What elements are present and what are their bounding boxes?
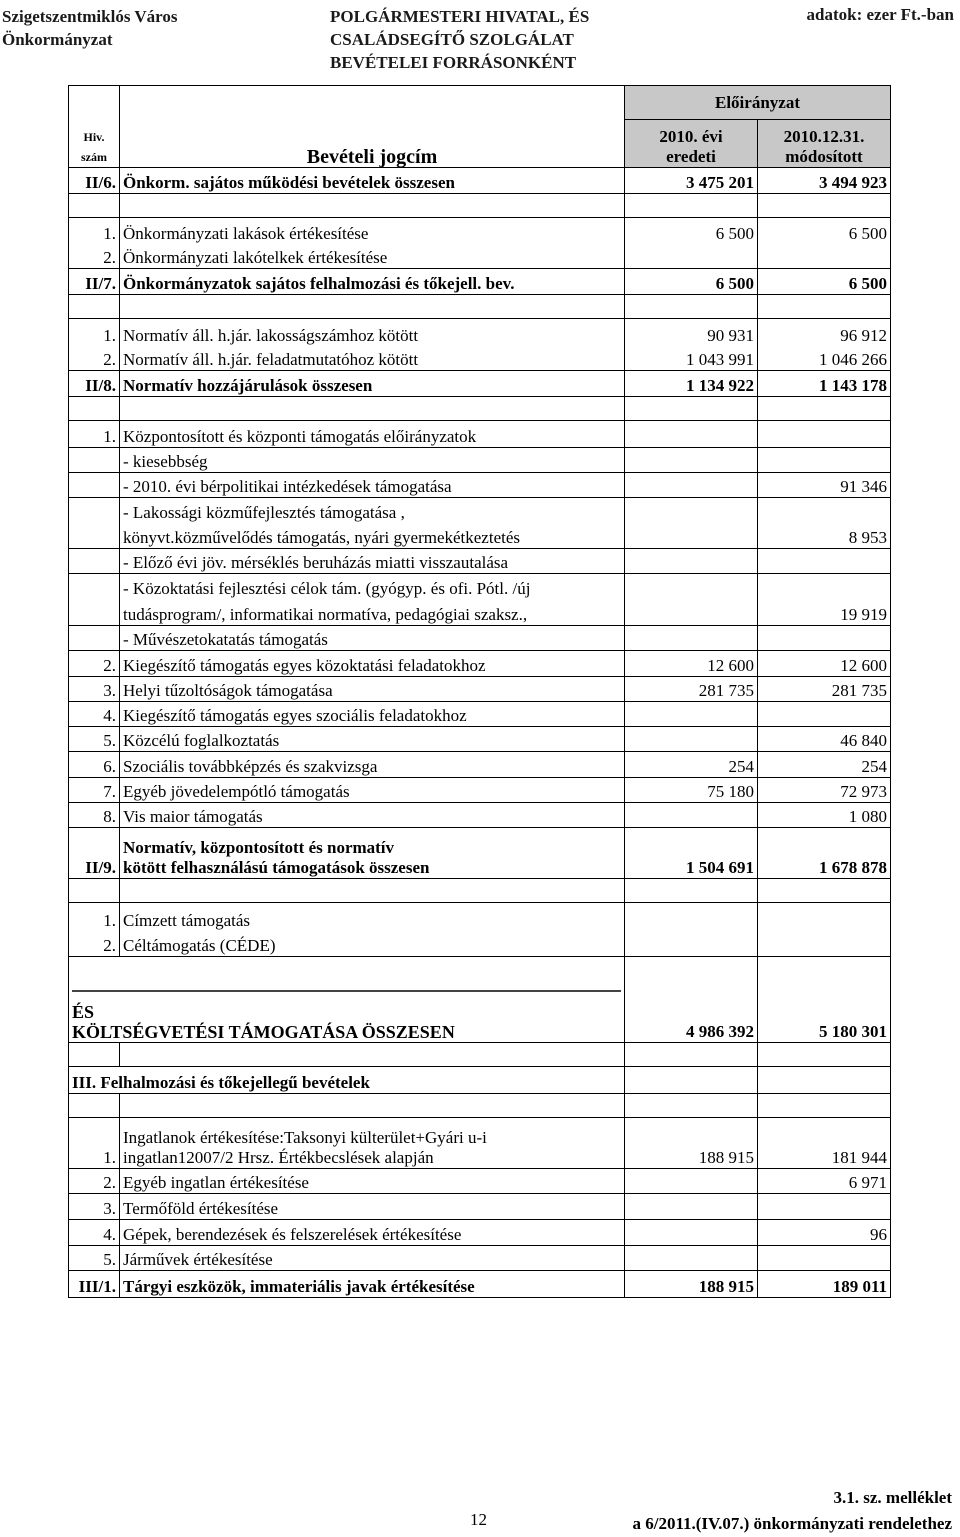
row-text-line1: Normatív, központosított és normatív [123,838,395,857]
row-value-modified: 1 046 266 [758,346,891,371]
row-text: Gépek, berendezések és felszerelések értékesítése [120,1220,625,1246]
header-title: Bevételi jogcím [120,147,625,168]
row-value-modified: 281 735 [758,677,891,702]
row-text: Helyi tűzoltóságok támogatása [120,677,625,702]
row-value-original: 281 735 [625,677,758,702]
table-row [69,1169,891,1194]
header-unit: adatok: ezer Ft.-ban [806,5,954,24]
row-number: 3. [69,677,120,702]
table-header-row [69,86,891,120]
row-text-line2: KÖLTSÉGVETÉSI TÁMOGATÁSA ÖSSZESEN [72,1022,455,1042]
table-row [69,371,891,397]
row-value-modified: 12 600 [758,651,891,677]
row-text: Kiegészítő támogatás egyes közoktatási feladatokhoz [120,651,625,677]
row-text: - 2010. évi bérpolitikai intézkedések támogatása [120,473,625,498]
row-number: 4. [69,702,120,727]
row-number: 2. [69,244,120,269]
row-text-line2: kötött felhasználású támogatások összesen [123,858,430,877]
row-text-line2: ingatlan12007/2 Hrsz. Értékbecslések alapján [123,1148,434,1167]
row-value-original: 1 134 922 [625,371,758,397]
table-row [69,421,891,448]
row-value-modified: 1 143 178 [758,371,891,397]
row-number: 2. [69,1169,120,1194]
row-number: 2. [69,931,120,957]
header-center-line3: BEVÉTELEI FORRÁSONKÉNT [330,53,577,72]
row-value-original: 3 475 201 [625,168,758,194]
row-text: Kiegészítő támogatás egyes szociális feladatokhoz [120,702,625,727]
table-row [69,1067,891,1094]
header-szam: szám [69,147,120,168]
row-text-line1: Ingatlanok értékesítése:Taksonyi külterület+Gyári u-i [123,1128,487,1147]
row-text-line1: ÉS [72,1002,95,1022]
table-row [69,574,891,599]
row-value-modified: 3 494 923 [758,168,891,194]
header-center [330,5,589,74]
table-row [69,931,891,957]
truncated-text-line [72,990,621,992]
row-number: 4. [69,1220,120,1246]
header-col1-line1: 2010. évi [625,120,758,147]
table-row [69,599,891,626]
table-row [69,244,891,269]
row-number: 5. [69,727,120,752]
row-value-original [625,244,758,269]
row-value-original: 188 915 [625,1271,758,1298]
table-row [69,1220,891,1246]
row-number: 5. [69,1246,120,1271]
row-text: Önkormányzati lakótelkek értékesítése [120,244,625,269]
row-value-modified: 46 840 [758,727,891,752]
row-text: Járművek értékesítése [120,1246,625,1271]
row-value-modified: 96 [758,1220,891,1246]
annex-reference [632,1485,952,1537]
row-text: könyvt.közművelődés támogatás, nyári gyermekétkeztetés [120,523,625,549]
row-value-modified: 1 080 [758,803,891,828]
header-group-label: Előirányzat [625,86,891,120]
spacer-row [69,1094,891,1118]
row-text: Céltámogatás (CÉDE) [120,931,625,957]
table-row [69,498,891,523]
row-value-modified: 96 912 [758,319,891,346]
table-row [69,1271,891,1298]
row-text: Címzett támogatás [120,903,625,931]
row-text [120,828,625,879]
row-number: II/7. [69,269,120,295]
row-value-original: 254 [625,752,758,778]
row-value-original: 6 500 [625,269,758,295]
row-text: tudásprogram/, informatikai normatíva, pedagógiai szaksz., [120,599,625,626]
header-left-line1: Szigetszentmiklós Város [2,7,178,26]
row-value-modified: 72 973 [758,778,891,803]
row-number: 1. [69,1118,120,1169]
row-value-original: 188 915 [625,1118,758,1169]
table-row [69,702,891,727]
header-left [2,5,178,51]
row-text: - Előző évi jöv. mérséklés beruházás miatti visszautalása [120,549,625,574]
row-value-modified: 189 011 [758,1271,891,1298]
row-text: - Művészetokatatás támogatás [120,626,625,651]
table-row [69,957,891,1043]
table-header-row [69,147,891,168]
row-value-original: 6 500 [625,218,758,244]
row-text: Közcélú foglalkoztatás [120,727,625,752]
row-text: Normatív áll. h.jár. lakosságszámhoz kötött [120,319,625,346]
row-value-modified: 19 919 [758,599,891,626]
spacer-row [69,1043,891,1067]
row-value-modified: 8 953 [758,523,891,549]
row-text: Önkorm. sajátos működési bevételek összesen [120,168,625,194]
header-col1-line2: eredeti [625,147,758,168]
row-value-modified: 254 [758,752,891,778]
annex-line1: 3.1. sz. melléklet [833,1488,952,1507]
row-text: Tárgyi eszközök, immateriális javak értékesítése [120,1271,625,1298]
table-row [69,523,891,549]
row-number: II/9. [69,828,120,879]
table-row [69,752,891,778]
row-text: Normatív áll. h.jár. feladatmutatóhoz kötött [120,346,625,371]
row-value-modified: 6 500 [758,218,891,244]
row-number: II/6. [69,168,120,194]
row-text: Egyéb ingatlan értékesítése [120,1169,625,1194]
row-value-modified: 91 346 [758,473,891,498]
row-text: Önkormányzati lakások értékesítése [120,218,625,244]
row-value-modified: 6 971 [758,1169,891,1194]
row-text: Egyéb jövedelempótló támogatás [120,778,625,803]
table-row [69,828,891,879]
row-number: 6. [69,752,120,778]
row-value-modified [758,244,891,269]
row-number: 1. [69,421,120,448]
table-row [69,346,891,371]
row-number: 3. [69,1194,120,1220]
row-number: 2. [69,346,120,371]
row-number: 1. [69,903,120,931]
row-number: 2. [69,651,120,677]
row-value-modified: 5 180 301 [758,957,891,1043]
row-text: Termőföld értékesítése [120,1194,625,1220]
row-text: - Közoktatási fejlesztési célok tám. (gyógyp. és ofi. Pótl. /új [120,574,625,599]
table-row [69,803,891,828]
header-center-line2: CSALÁDSEGÍTŐ SZOLGÁLAT [330,30,574,49]
spacer-row [69,397,891,421]
table-row [69,778,891,803]
page-number: 12 [470,1510,487,1529]
row-number: II/8. [69,371,120,397]
row-value-modified: 1 678 878 [758,828,891,879]
spacer-row [69,194,891,218]
table-row [69,651,891,677]
row-value-original: 1 043 991 [625,346,758,371]
row-number: 8. [69,803,120,828]
row-text: Normatív hozzájárulások összesen [120,371,625,397]
header-center-line1: POLGÁRMESTERI HIVATAL, ÉS [330,7,590,26]
table-row [69,269,891,295]
row-text: Központosított és központi támogatás előirányzatok [120,421,625,448]
table-row [69,727,891,752]
spacer-row [69,295,891,319]
spacer-row [69,879,891,903]
row-number: 1. [69,319,120,346]
row-value-original: 90 931 [625,319,758,346]
row-number: III/1. [69,1271,120,1298]
table-row [69,677,891,702]
table-row [69,218,891,244]
row-value-modified: 181 944 [758,1118,891,1169]
table-row [69,626,891,651]
row-number: 7. [69,778,120,803]
row-value-modified: 6 500 [758,269,891,295]
header-hiv: Hiv. [69,120,120,147]
header-left-line2: Önkormányzat [2,30,113,49]
annex-line2: a 6/2011.(IV.07.) önkormányzati rendelethez [632,1514,952,1533]
header-col2-line1: 2010.12.31. [758,120,891,147]
table-row [69,473,891,498]
row-value-original: 75 180 [625,778,758,803]
revenue-table [68,85,891,1298]
row-value-original: 12 600 [625,651,758,677]
table-row [69,1194,891,1220]
header-col2-line2: módosított [758,147,891,168]
table-row [69,1246,891,1271]
row-text: Vis maior támogatás [120,803,625,828]
row-text: - kiesebbség [120,448,625,473]
row-number: 1. [69,218,120,244]
row-text [120,1118,625,1169]
table-row [69,319,891,346]
row-text: Szociális továbbképzés és szakvizsga [120,752,625,778]
table-row [69,903,891,931]
row-value-original: 1 504 691 [625,828,758,879]
row-text: III. Felhalmozási és tőkejellegű bevételek [69,1067,625,1094]
row-text: Önkormányzatok sajátos felhalmozási és tőkejell. bev. [120,269,625,295]
row-text [69,957,625,1043]
table-row [69,168,891,194]
table-row [69,448,891,473]
table-header-row [69,120,891,147]
row-text: - Lakossági közműfejlesztés támogatása , [120,498,625,523]
table-row [69,1118,891,1169]
row-value-original: 4 986 392 [625,957,758,1043]
table-row [69,549,891,574]
